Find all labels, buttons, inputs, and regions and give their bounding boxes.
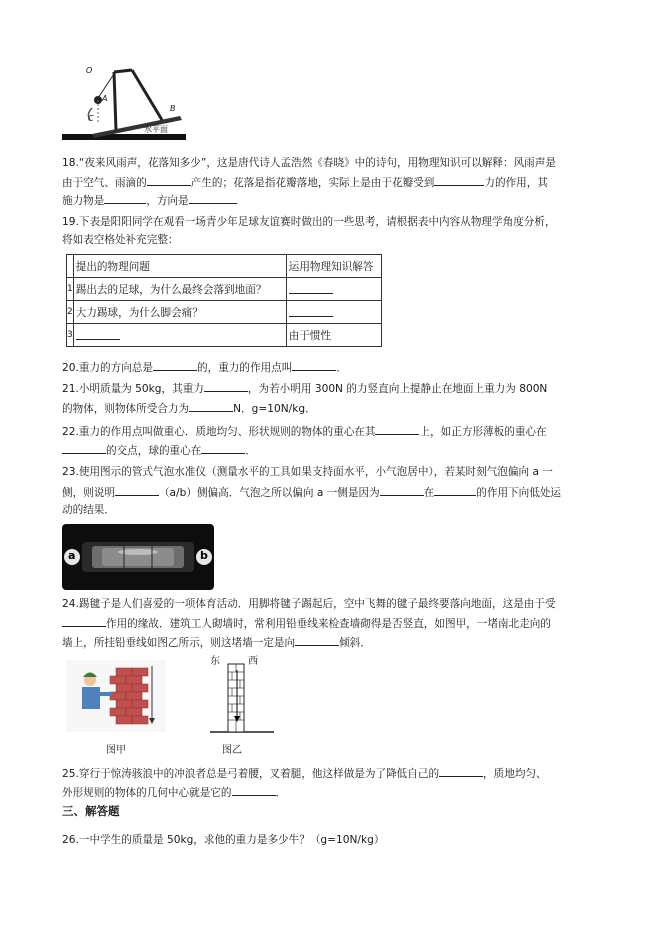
q20-blank1[interactable]: [153, 359, 197, 371]
level-label-a: a: [68, 549, 76, 562]
table-row: 1 踢出去的足球，为什么最终会落到地面？: [67, 278, 382, 301]
q18-line1: 18.“夜来风雨声，花落知多少”，这是唐代诗人孟浩然《春晓》中的诗句，用物理知识可以解释：风雨声是: [62, 157, 556, 169]
table-blank-1[interactable]: [289, 282, 333, 294]
q19-line2: 将如表空格处补充完整：: [62, 234, 179, 246]
q18-blank3[interactable]: [104, 192, 146, 204]
q19-table: [66, 254, 382, 347]
q21-blank1[interactable]: [204, 380, 248, 392]
table-blank-3[interactable]: [76, 328, 120, 340]
q23-blank1[interactable]: [115, 484, 159, 496]
q25-blank1[interactable]: [439, 765, 483, 777]
figure-jia-worker: [66, 660, 166, 732]
label-east: 东: [210, 656, 220, 667]
q25-blank2[interactable]: [232, 784, 276, 796]
table-header-row: [67, 255, 382, 278]
level-label-b: b: [200, 549, 208, 562]
table-row: 3 由于惯性: [67, 324, 382, 347]
q22-blank2[interactable]: [62, 442, 106, 454]
q24-line2: 作用的缘故．建筑工人砌墙时，常利用铅垂线来检查墙砌得是否竖直，如图甲，一堵南北走向的: [62, 615, 551, 631]
q18-line3: 施力物是 ，方向是: [62, 192, 237, 208]
q22-blank3[interactable]: [201, 442, 245, 454]
label-o: O: [86, 66, 93, 75]
q18-blank2[interactable]: [434, 174, 484, 186]
caption-jia: 图甲: [106, 745, 126, 756]
caption-yi: 图乙: [222, 745, 242, 756]
q24-blank1[interactable]: [62, 615, 106, 627]
q22-line2: 的交点，球的重心在 ．: [62, 442, 256, 458]
q25-line1: 25.穿行于惊涛骇浪中的冲浪者总是弓着腰，叉着腿，他这样做是为了降低自己的 ，质地均匀、: [62, 765, 547, 781]
q18-blank1[interactable]: [147, 174, 191, 186]
spirit-level-figure: [62, 524, 214, 590]
table-header-answer: 运用物理知识解答: [286, 255, 381, 278]
q18-line2: 由于空气、雨滴的 产生的；花落是指花瓣落地，实际上是由于花瓣受到 力的作用，其: [62, 174, 548, 190]
q21-line1: 21.小明质量为 50kg，其重力 ，为若小明用 300N 的力竖直向上提静止在地面上重力为 800N: [62, 380, 547, 396]
q23-blank2[interactable]: [380, 484, 424, 496]
label-c: C: [88, 114, 94, 123]
q20-line: 20.重力的方向总是 的，重力的作用点叫 ．: [62, 359, 347, 375]
q21-blank2[interactable]: [189, 400, 233, 412]
q20-blank2[interactable]: [292, 359, 336, 371]
q23-line3: 动的结果．: [62, 504, 115, 516]
label-b: B: [170, 104, 176, 113]
q26-line: 26.一中学生的质量是 50kg，求他的重力是多少牛？（g=10N/kg）: [62, 834, 385, 846]
label-a: A: [102, 94, 108, 103]
q22-blank1[interactable]: [375, 423, 419, 435]
q23-line1: 23.使用图示的管式气泡水准仪（测量水平的工具如果支持面水平，小气泡居中），若某时刻气泡偏向 a 一: [62, 466, 553, 478]
pendulum-figure: [62, 64, 186, 142]
q23-blank3[interactable]: [434, 484, 476, 496]
q21-line2: 的物体，则物体所受合力为 N．g=10N/kg．: [62, 400, 316, 416]
q19-line1: 19.下表是阳阳同学在观看一场青少年足球友谊赛时做出的一些思考，请根据表中内容从物理学角度分析，: [62, 216, 556, 228]
q24-blank2[interactable]: [295, 634, 339, 646]
label-west: 西: [248, 656, 258, 667]
figure-yi-wall: [210, 656, 274, 736]
q25-line2: 外形规则的物体的几何中心就是它的 ．: [62, 784, 286, 800]
q24-line3: 墙上，所挂铅垂线如图乙所示，则这堵墙一定是向 倾斜．: [62, 634, 371, 650]
section-heading: 三、解答题: [62, 804, 120, 818]
q23-line2: 侧，则说明 （a/b）侧偏高．气泡之所以偏向 a 一侧是因为 在 的作用下向低处运: [62, 484, 561, 500]
table-header-num: [67, 255, 74, 278]
q22-line1: 22.重力的作用点叫做重心．质地均匀、形状规则的物体的重心在其 上，如正方形薄板的重心在: [62, 423, 547, 439]
ground-label: 水平面: [144, 125, 168, 134]
table-row: 2 大力踢球，为什么脚会痛？: [67, 301, 382, 324]
q24-line1: 24.踢毽子是人们喜爱的一项体育活动．用脚将毽子踢起后，空中飞舞的毽子最终要落向地面，这是由于受: [62, 598, 556, 610]
table-header-question: 提出的物理问题: [73, 255, 286, 278]
q18-blank4[interactable]: [189, 192, 237, 204]
table-blank-2[interactable]: [289, 305, 333, 317]
